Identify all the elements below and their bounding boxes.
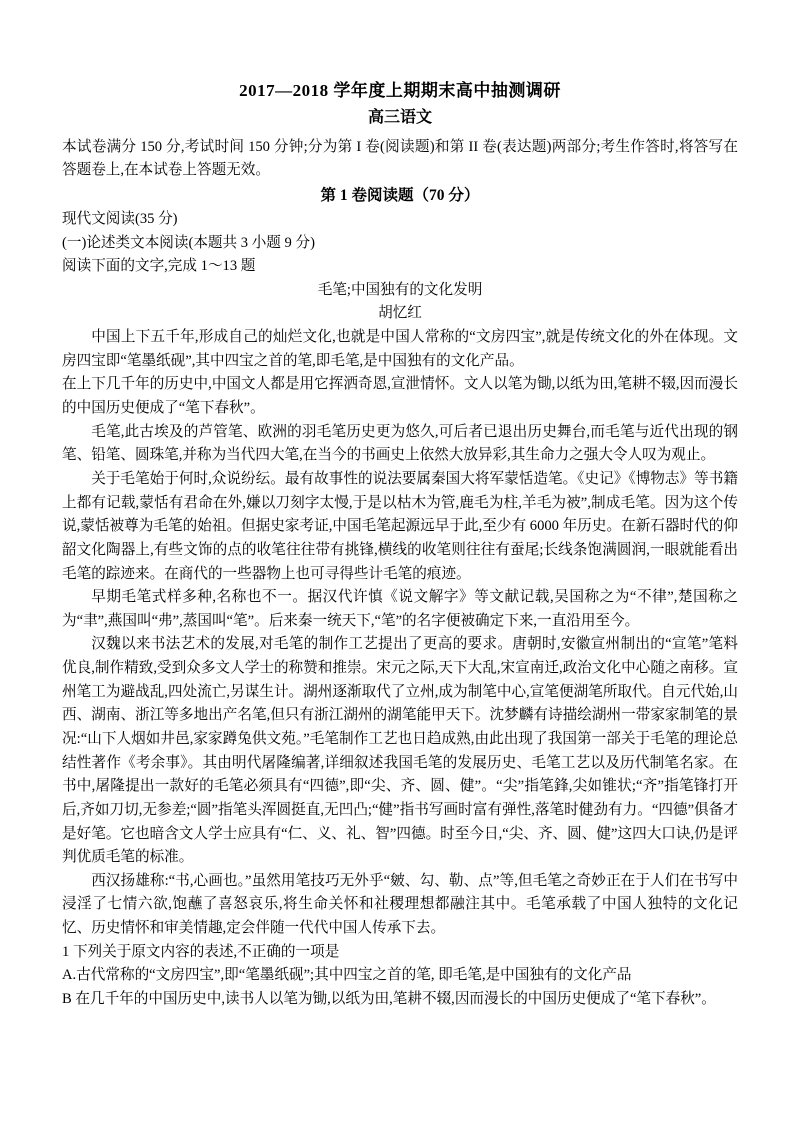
article-paragraph: 西汉扬雄称:“书,心画也。”虽然用笔技巧无外乎“皴、勾、勒、点”等,但毛笔之奇妙正在于人们在书写中浸淫了七情六欲,饱蘸了喜怒哀乐,将生命关怀和社稷理想都融注其中。毛笔承载了中国人独特的文化记忆、历史情怀和审美情趣,定会伴随一代代中国人传承下去。: [62, 872, 738, 937]
article-paragraph: 汉魏以来书法艺术的发展,对毛笔的制作工艺提出了更高的要求。唐朝时,安徽宣州制出的“宣笔”笔料优良,制作精致,受到众多文人学士的称赞和推崇。宋元之际,天下大乱,宋宣南迁,政治文化中心随之南移。宣州笔工为避战乱,四处流亡,另谋生计。湖州逐渐取代了立州,成为制笔中心,宣笔便湖笔所取代。自元代始,山西、湖南、浙江等多地出产名笔,但只有浙江湖州的湖笔能甲天下。沈梦麟有诗描绘湖州一带家家制笔的景况:“山下人烟如井邑,家家蹲兔供文苑。”毛笔制作工艺也日趋成熟,由此出现了我国第一部关于毛笔的理论总结性著作《考余事》。其由明代屠隆编著,详细叙述我国毛笔的发展历史、毛笔工艺以及历代制笔名家。在书中,屠隆提出一款好的毛笔必须具有“四德”,即“尖、齐、圆、健”。“尖”指笔鋒,尖如锥状;“齐”指笔锋打开后,齐如刀切,无参差;“圆”指笔头浑圆挺直,无凹凸;“健”指书写画时富有弹性,落笔时健劲有力。“四德”俱备才是好笔。它也暗含文人学士应具有“仁、义、礼、智”四德。时至今日,“尖、齐、圆、健”这四大口诀,仍是评判优质毛笔的标准。: [62, 636, 738, 866]
article-paragraph: 早期毛笔式样多种,名称也不一。据汉代许慎《说文解字》等文献记载,吴国称之为“不律”,楚国称之为“聿”,燕国叫“弗”,蒸国叫“笔”。后来秦一统天下,“笔”的名字便被确定下来,一直沿用至今。: [62, 589, 738, 629]
question-option: B 在几千年的中国历史中,读书人以笔为锄,以纸为田,笔耕不辍,因而漫长的中国历史便成了“笔下春秋”。: [62, 991, 716, 1008]
page-title: 2017—2018 学年度上期期末高中抽测调研: [239, 81, 561, 100]
exam-info: 本试卷满分 150 分,考试时间 150 分钟;分为第 I 卷(阅读题)和第 II 卷(表达题)两部分;考生作答时,将答写在答题卷上,在本试卷上答题无效。: [62, 138, 738, 179]
question-stem: 1 下列关于原文内容的表述,不正确的一项是: [62, 943, 340, 960]
article-paragraph: 关于毛笔始于何时,众说纷纭。最有故事性的说法要属秦国大将军蒙恬造笔。《史记》《博物志》等书籍上都有记载,蒙恬有君命在外,嫌以刀刻字太慢,于是以枯木为管,鹿毛为柱,羊毛为被”,制成毛笔。因为这个传说,蒙恬被尊为毛笔的始祖。但据史家考证,中国毛笔起源远早于此,至少有 6000 年历史。在新石器时代的仰韶文化陶器上,有些文饰的点的收笔往往带有挑锋,横线的收笔则往往有蚕尾;长线条饱满圆润,一眼就能看出毛笔的踪迹来。在商代的一些器物上也可寻得些计毛笔的痕迹。: [62, 470, 738, 582]
article-paragraph: 在上下几千年的历史中,中国文人都是用它挥洒奇恩,宣泄情怀。文人以笔为锄,以纸为田,笔耕不辍,因而漫长的中国历史便成了“笔下春秋”。: [62, 376, 738, 417]
article-paragraph: 毛笔,此古埃及的芦管笔、欧洲的羽毛笔历史更为悠久,可后者已退出历史舞台,而毛笔与近代出现的钢笔、铅笔、圆珠笔,并称为当代四大笔,在当今的书画史上依然大放异彩,其生命力之强大令人叹为观止。: [62, 423, 738, 464]
part-subsection: (一)论述类文本阅读(本题共 3 小题 9 分): [62, 234, 315, 251]
part-modern-reading: 现代文阅读(35 分): [62, 210, 178, 227]
article-paragraph: 中国上下五千年,形成自己的灿烂文化,也就是中国人常称的“文房四宝”,就是传统文化的外在体现。文房四宝即“笔墨纸砚”,其中四宝之首的笔,即毛笔,是中国独有的文化产品。: [62, 329, 738, 369]
article-author: 胡忆红: [378, 305, 422, 322]
article-title: 毛笔;中国独有的文化发明: [317, 281, 483, 298]
reading-instruction: 阅读下面的文字,完成 1～13 题: [62, 258, 256, 275]
page-subtitle: 高三语文: [367, 108, 432, 126]
question-option: A.古代常称的“文房四宝”,即“笔墨纸砚”;其中四宝之首的笔, 即毛笔,是中国独有的文化产品: [62, 967, 632, 984]
paper-section-heading: 第 1 卷阅读题（70 分）: [320, 186, 480, 204]
